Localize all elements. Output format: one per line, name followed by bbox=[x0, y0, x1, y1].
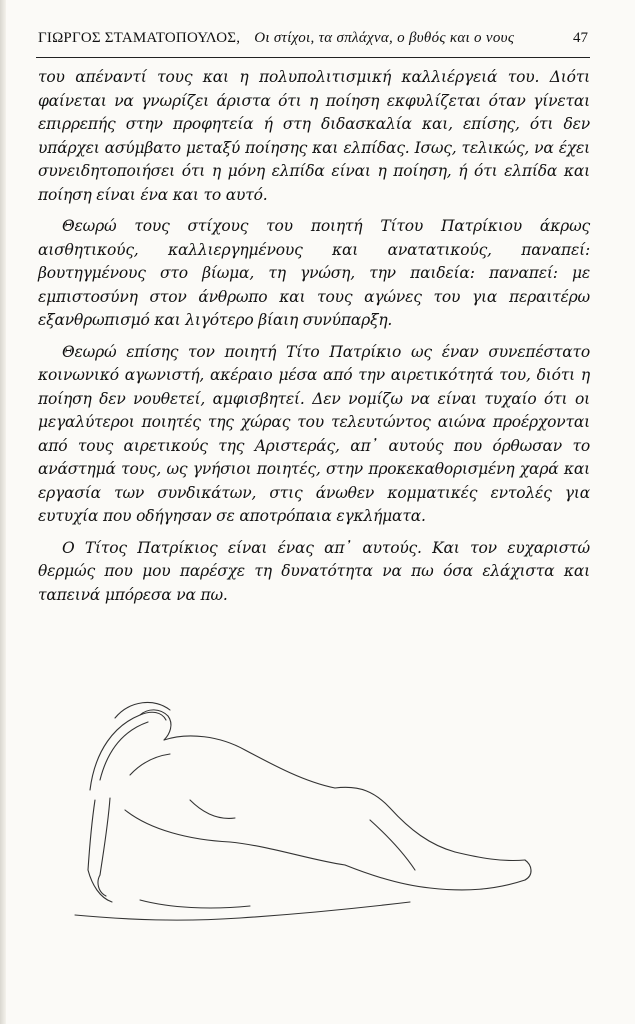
body-text bbox=[38, 66, 590, 615]
paragraph-4: Ο Τίτος Πατρίκιος είναι ένας απ᾽ αυτούς. Και τον ευχαριστώ θερμώς που μου παρέσχε τη δυνατότητα να πω όσα ελάχιστα και ταπεινά μπόρεσα να πω. bbox=[38, 538, 590, 604]
header-author: ΓΙΩΡΓΟΣ ΣΤΑΜΑΤΟΠΟΥΛΟΣ, bbox=[38, 30, 241, 46]
page-number: 47 bbox=[573, 30, 588, 46]
header-title: Οι στίχοι, τα σπλάχνα, ο βυθός και ο νους bbox=[254, 30, 515, 46]
header-rule bbox=[36, 57, 590, 58]
paragraph-1: του απέναντί τους και η πολυπολιτισμική καλλιέργειά του. Διότι φαίνεται να γνωρίζει άριστα ότι η ποίηση εκφυλίζεται όταν γίνεται επιρρεπής στην προφητεία ή στη διδασκαλία και, επίσης, ότι δεν υπάρχει ασύμβατο μεταξύ ποίησης και ελπίδας. Ισως, τελικώς, να έχει συνειδητοποιήσει ότι η μόνη ελπίδα είναι η ποίηση, ή ότι ελπίδα και ποίηση είναι ένα και το αυτό. bbox=[38, 68, 590, 204]
page-edge-shadow bbox=[0, 0, 6, 1024]
reclining-figure-sketch bbox=[70, 670, 550, 940]
running-header bbox=[38, 30, 588, 54]
paragraph-3: Θεωρώ επίσης τον ποιητή Τίτο Πατρίκιο ως έναν συνεπέστατο κοινωνικό αγωνιστή, ακέραιο μέσα από την αιρετικότητά του, διότι η ποίηση δεν νουθετεί, αμφισβητεί. Δεν νομίζω να είναι τυχαίο ότι οι μεγαλύτεροι ποιητές της χώρας του τελευτώντος αιώνα προέρχονται από τους αιρετικούς της Αριστεράς, απ᾽ αυτούς που όρθωσαν το ανάστημά τους, ως γνήσιοι ποιητές, στην προκεκαθορισμένη χαρά και εργασία των συνδικάτων, στις άνωθεν κομματικές εντολές για ευτυχία που οδήγησαν σε αποτρόπαια εγκλήματα. bbox=[38, 342, 590, 525]
paragraph-2: Θεωρώ τους στίχους του ποιητή Τίτου Πατρίκιου άκρως αισθητικούς, καλλιεργημένους και ανατατικούς, παναπεί: βουτηγμένους στο βίωμα, τη γνώση, την παιδεία: παναπεί: με εμπιστοσύνη στον άνθρωπο και τους αγώνες του για περαιτέρω εξανθρωπισμό και λιγότερο βίαιη συνύπαρξη. bbox=[38, 217, 590, 329]
